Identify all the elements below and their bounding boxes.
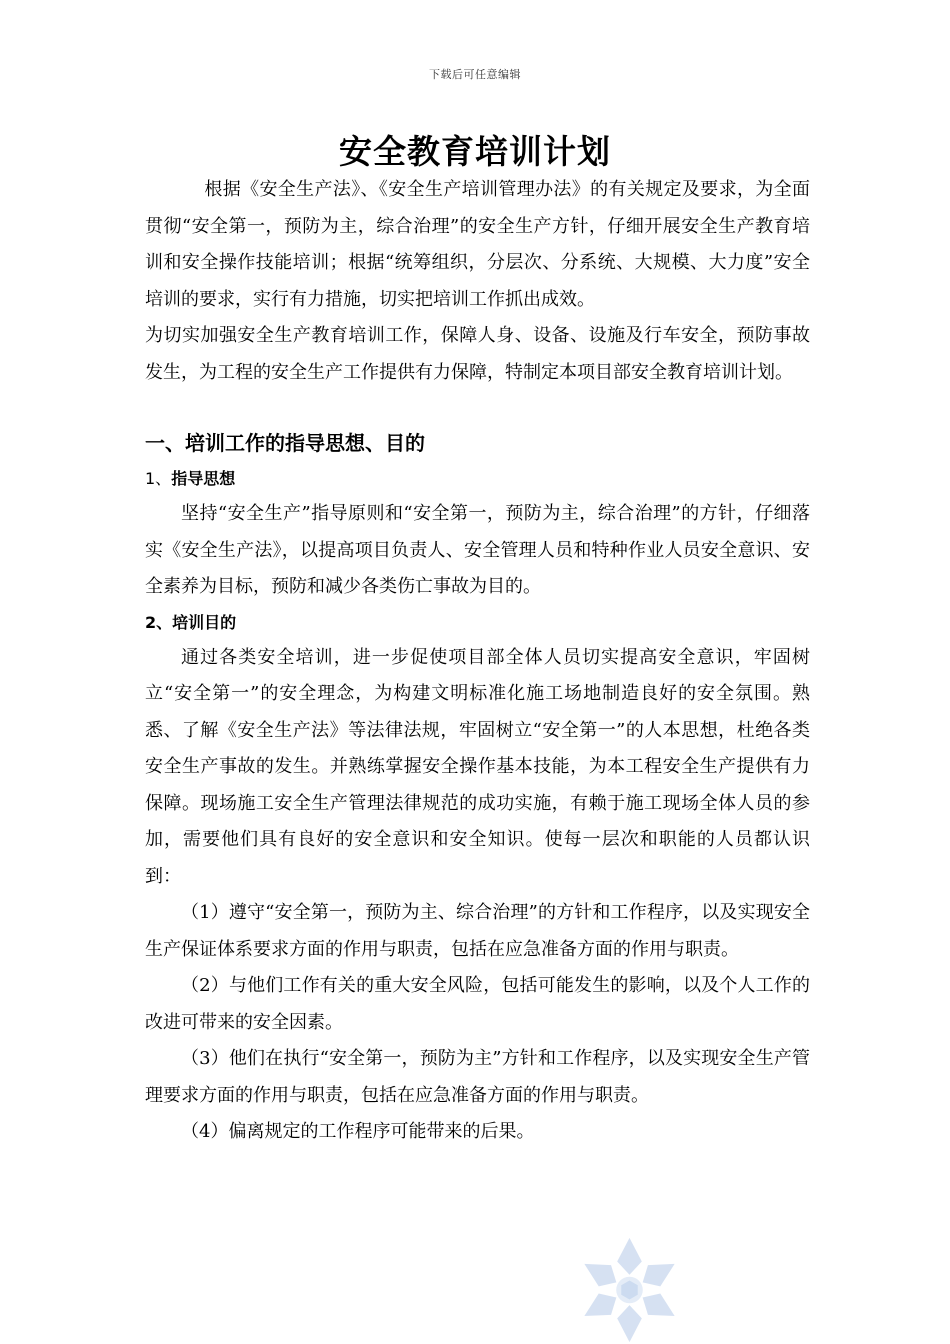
- subsection-title-2: 培训目的: [172, 612, 237, 632]
- list-item-4: （4）偏离规定的工作程序可能带来的后果。: [181, 1121, 535, 1142]
- section-heading: 一、培训工作的指导思想、目的: [145, 431, 425, 455]
- intro-paragraph-2: 为切实加强安全生产教育培训工作，保障人身、设备、设施及行车安全，预防事故发生，为工程的安全生产工作提供有力保障，特制定本项目部安全教育培训计划。: [145, 325, 810, 383]
- section-1: [145, 424, 810, 1151]
- subsection-heading-2: [145, 606, 810, 640]
- snowflake-watermark-icon: [582, 1235, 677, 1344]
- intro-section: [145, 172, 810, 391]
- subsection-heading-1: [145, 462, 810, 496]
- subsection-number-1: 1、: [145, 469, 172, 488]
- page-header: 下载后可任意编辑: [429, 68, 521, 81]
- training-purpose-paragraph: 通过各类安全培训，进一步促使项目部全体人员切实提高安全意识，牢固树立“安全第一”的安全理念，为构建文明标准化施工场地制造良好的安全氛围。熟悉、了解《安全生产法》等法律法规，牢固树立“安全第一”的人本思想，杜绝各类安全生产事故的发生。并熟练掌握安全操作基本技能，为本工程安全生产提供有力保障。现场施工安全生产管理法律规范的成功实施，有赖于施工现场全体人员的参加，需要他们具有良好的安全意识和安全知识。使每一层次和职能的人员都认识到：: [145, 646, 810, 887]
- subsection-number-2: 2、: [145, 612, 173, 632]
- document-title: 安全教育培训计划: [339, 132, 611, 171]
- guiding-thought-paragraph: 坚持“安全生产”指导原则和“安全第一，预防为主，综合治理”的方针，仔细落实《安全生产法》，以提高项目负责人、安全管理人员和特种作业人员安全意识、安全素养为目标，预防和减少各类伤亡事故为目的。: [145, 503, 810, 597]
- intro-paragraph-1: 根据《安全生产法》、《安全生产培训管理办法》的有关规定及要求，为全面贯彻“安全第一，预防为主，综合治理”的安全生产方针，仔细开展安全生产教育培训和安全操作技能培训；根据“统筹组织，分层次、分系统、大规模、大力度”安全培训的要求，实行有力措施，切实把培训工作抓出成效。: [145, 179, 810, 310]
- list-item-2: （2）与他们工作有关的重大安全风险，包括可能发生的影响，以及个人工作的改进可带来的安全因素。: [145, 975, 810, 1033]
- subsection-title-1: 指导思想: [171, 469, 236, 488]
- list-item-1: （1）遵守“安全第一，预防为主、综合治理”的方针和工作程序，以及实现安全生产保证体系要求方面的作用与职责，包括在应急准备方面的作用与职责。: [145, 902, 810, 960]
- list-item-3: （3）他们在执行“安全第一，预防为主”方针和工作程序，以及实现安全生产管理要求方面的作用与职责，包括在应急准备方面的作用与职责。: [145, 1048, 810, 1106]
